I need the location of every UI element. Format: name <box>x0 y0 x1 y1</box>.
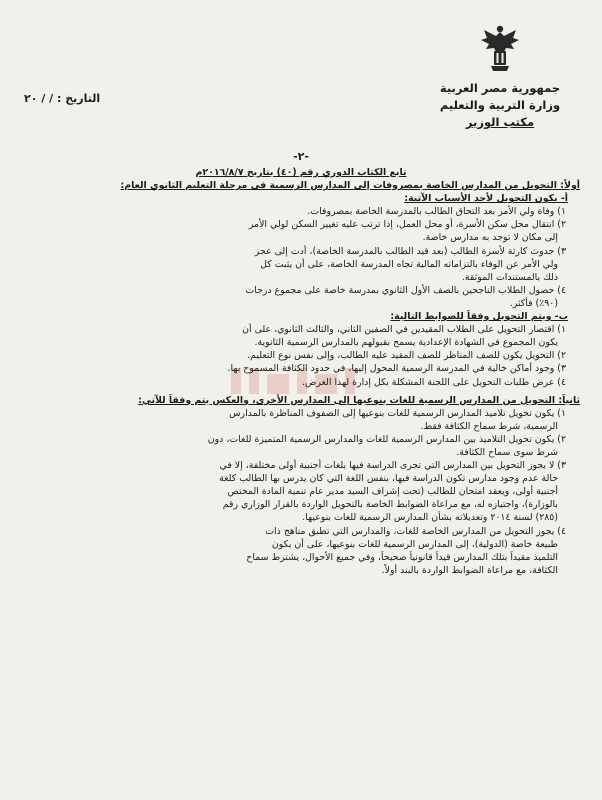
clause-c3-line-1: ٣) لا يجوز التحويل بين المدارس التي تجرى الدراسة فيها بلغات أجنبية أولى مختلفة، إلا في <box>219 460 566 472</box>
clause-c2-line-2: شرط سوى سماح الكثافة. <box>456 446 558 458</box>
clause-a3-line-2: ولي الأمر عن الوفاء بالتزاماته المالية تجاه المدرسة الخاصة، على أن يثبت كل <box>260 258 558 270</box>
clause-a1: ١) وفاة ولي الأمر بعد التحاق الطالب بالمدرسة الخاصة بمصروفات. <box>307 206 566 218</box>
clause-c3-line-2: حالة عدم وجود مدارس تكون الدراسة فيها، بنفس اللغة التي كان يدرس بها الطالب كلغة <box>219 473 558 485</box>
clause-a3-line-1: ٣) حدوث كارثة لأسرة الطالب (بعد قيد الطالب بالمدرسة الخاصة)، أدت إلى عجز <box>254 245 566 257</box>
clause-a3-line-3: ذلك بالمستندات الموثقة. <box>461 271 558 283</box>
clause-b1-line-2: يكون المجموع في الشهادة الإعدادية يسمح بقبولهم بالمدارس الرسمية الثانوية. <box>254 337 558 349</box>
clause-a4-line-2: (٩٠٪) فأكثر. <box>509 297 558 309</box>
clause-c4-line-4: الكثافة، مع مراعاة الضوابط الواردة بالبند أولاً. <box>381 564 558 576</box>
subsection-b-heading: ب- ويتم التحويل وفقاً للضوابط التالية: <box>390 311 568 323</box>
subsection-a-heading: أ- يكون التحويل لأحد الأسباب الآتية: <box>404 193 568 205</box>
clause-c1-line-2: الرسمية، شرط سماح الكثافة فقط. <box>420 420 558 432</box>
clause-c3-line-3: أجنبية أولى، ويعقد امتحان للطالب (تحت إشراف السيد مدير عام تنمية المادة المختص <box>227 486 558 498</box>
document-body <box>22 166 580 577</box>
office-name: مكتب الوزير <box>465 115 535 129</box>
circular-title: تابع الكتاب الدوري رقم (٤٠) بتاريخ ٢٠١٦/٨/٧م <box>195 167 407 178</box>
ministry-name: وزارة التربية والتعليم <box>439 98 561 112</box>
clause-c3-line-5: (٢٨٥) لسنة ٢٠١٤ وتعديلاته بشأن المدارس الرسمية للغات بنوعيها. <box>302 512 558 524</box>
section-1-heading: أولاً: التحويل من المدارس الخاصة بمصروفات إلى المدارس الرسمية في مرحلة التعليم الثانوي العام: <box>120 180 580 192</box>
clause-b1-line-1: ١) اقتصار التحويل على الطلاب المقيدين في الصفين الثاني، والثالث الثانوي، على أن <box>242 324 566 336</box>
clause-c3-line-4: بالوزارة)، واجتيازه له، مع مراعاة الضوابط الخاصة بالتحويل الواردة بالقرار الوزاري رقم <box>222 499 558 511</box>
eagle-emblem-icon <box>478 22 522 74</box>
clause-c2-line-1: ٢) يكون تحويل التلاميذ بين المدارس الرسمية للغات والمدارس الرسمية المتميزة للغات، دون <box>207 433 566 445</box>
clause-c4-line-3: التلميذ مقيداً بتلك المدارس قيداً قانونياً صحيحاً، وفي جميع الأحوال، يشترط سماح <box>246 551 558 563</box>
clause-c4-line-1: ٤) يجوز التحويل من المدارس الخاصة للغات، والمدارس التي تطبق مناهج ذات <box>265 525 566 537</box>
clause-a2-line-1: ٢) انتقال محل سكن الأسرة، أو محل العمل، إذا ترتب عليه تغيير السكن لولي الأمر <box>248 219 566 231</box>
date-field: التاريخ : / / ٢٠ <box>24 92 101 105</box>
clause-b2: ٢) التحويل يكون للصف المناظر للصف المقيد عليه الطالب، وإلى نفس نوع التعليم. <box>247 350 566 362</box>
page-number: -٢- <box>293 150 309 163</box>
clause-b3: ٣) وجود أماكن خالية في المدرسة الرسمية المحول إليها، في حدود الكثافة المسموح بها. <box>227 363 566 375</box>
republic-name: جمهورية مصر العربية <box>439 81 561 95</box>
letterhead <box>420 22 580 131</box>
section-2-heading: ثانياً: التحويل من المدارس الرسمية للغات بنوعيها إلى المدارس الأخرى، والعكس يتم وفقاً للآتي: <box>138 394 580 406</box>
clause-c1-line-1: ١) يكون تحويل تلاميذ المدارس الرسمية للغات بنوعيها إلى الصفوف المناظرة بالمدارس <box>229 407 566 419</box>
clause-a4-line-1: ٤) حصول الطلاب الناجحين بالصف الأول الثانوي بمدرسة خاصة على مجموع درجات <box>245 284 566 296</box>
clause-b4: ٤) عرض طلبات التحويل على اللجنة المشكلة بكل إدارة لهذا الغرض. <box>302 376 566 388</box>
clause-c4-line-2: طبيعة خاصة (الدولية)، إلى المدارس الرسمية للغات بنوعيها، على أن يكون <box>271 538 558 550</box>
clause-a2-line-2: إلى مكان لا توجد به مدارس خاصة. <box>422 232 558 244</box>
